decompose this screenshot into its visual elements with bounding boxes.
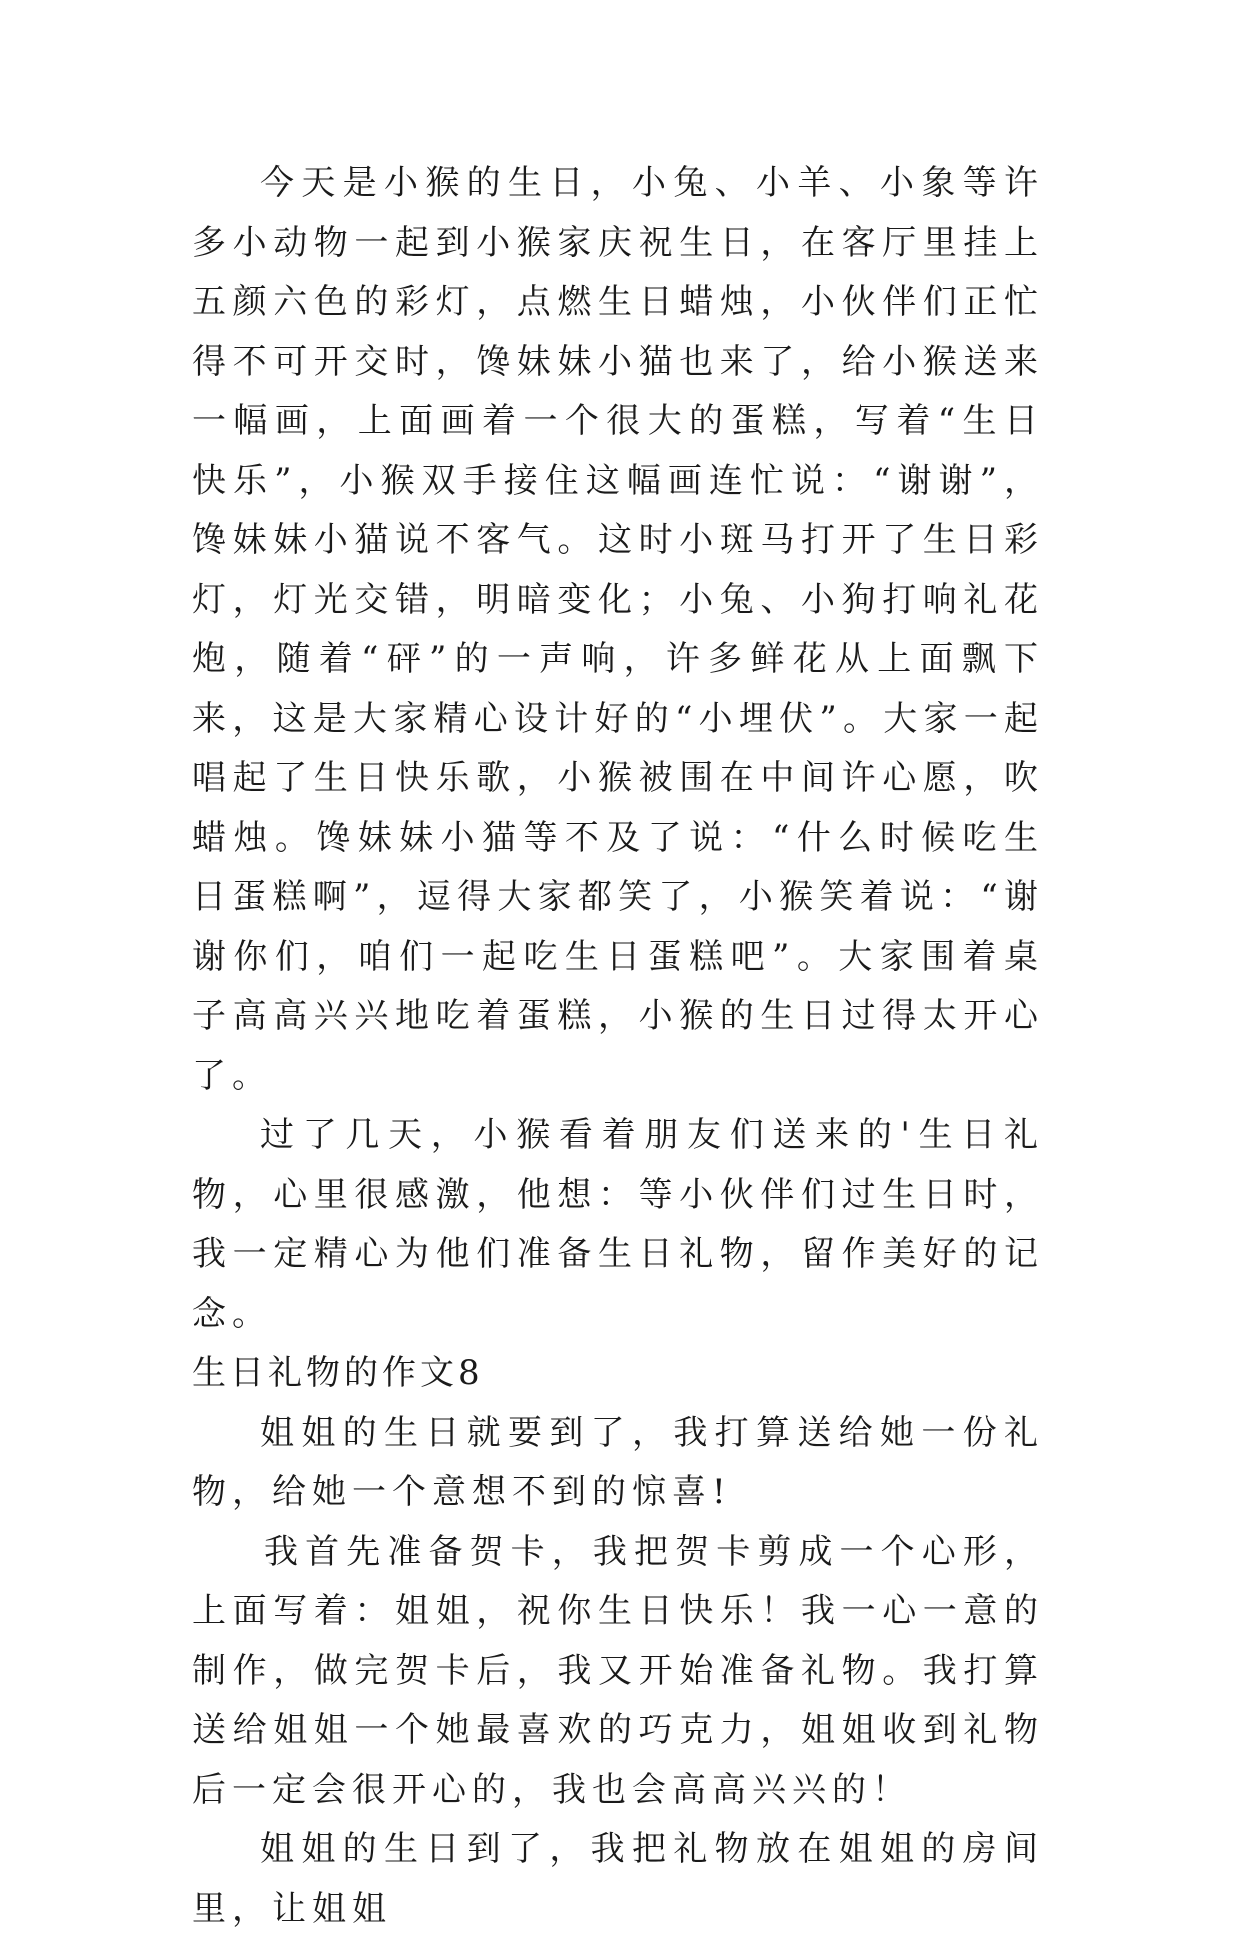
paragraph-card-preparation: 我首先准备贺卡，我把贺卡剪成一个心形，上面写着：姐姐，祝你生日快乐！我一心一意的制作，做完贺卡后，我又开始准备礼物。我打算送给姐姐一个她最喜欢的巧克力，姐姐收到礼物后一定会很开心的，我也会高高兴兴的！ <box>192 1531 1044 1810</box>
paragraph-monkey-gifts: 过了几天，小猴看着朋友们送来的'生日礼物，心里很感激，他想：等小伙伴们过生日时，我一定精心为他们准备生日礼物，留作美好的记念。 <box>192 1115 1044 1334</box>
paragraph-sister-birthday: 姐姐的生日就要到了，我打算送给她一份礼物，给她一个意想不到的惊喜! <box>192 1412 1044 1512</box>
document-body <box>192 154 1044 1939</box>
paragraph-birthday-arrives: 姐姐的生日到了，我把礼物放在姐姐的房间里，让姐姐 <box>192 1829 1044 1929</box>
section-heading: 生日礼物的作文8 <box>192 1353 484 1393</box>
paragraph-monkey-birthday: 今天是小猴的生日，小兔、小羊、小象等许多小动物一起到小猴家庆祝生日，在客厅里挂上五颜六色的彩灯，点燃生日蜡烛，小伙伴们正忙得不可开交时，馋妹妹小猫也来了，给小猴送来一幅画，上面画着一个很大的蛋糕，写着“生日快乐”，小猴双手接住这幅画连忙说：“谢谢”，馋妹妹小猫说不客气。这时小斑马打开了生日彩灯，灯光交错，明暗变化；小兔、小狗打响礼花炮，随着“砰”的一声响，许多鲜花从上面飘下来，这是大家精心设计好的“小埋伏”。大家一起唱起了生日快乐歌，小猴被围在中间许心愿，吹蜡烛。馋妹妹小猫等不及了说：“什么时候吃生日蛋糕啊”，逗得大家都笑了，小猴笑着说：“谢谢你们，咱们一起吃生日蛋糕吧”。大家围着桌子高高兴兴地吃着蛋糕，小猴的生日过得太开心了。 <box>192 163 1044 1096</box>
